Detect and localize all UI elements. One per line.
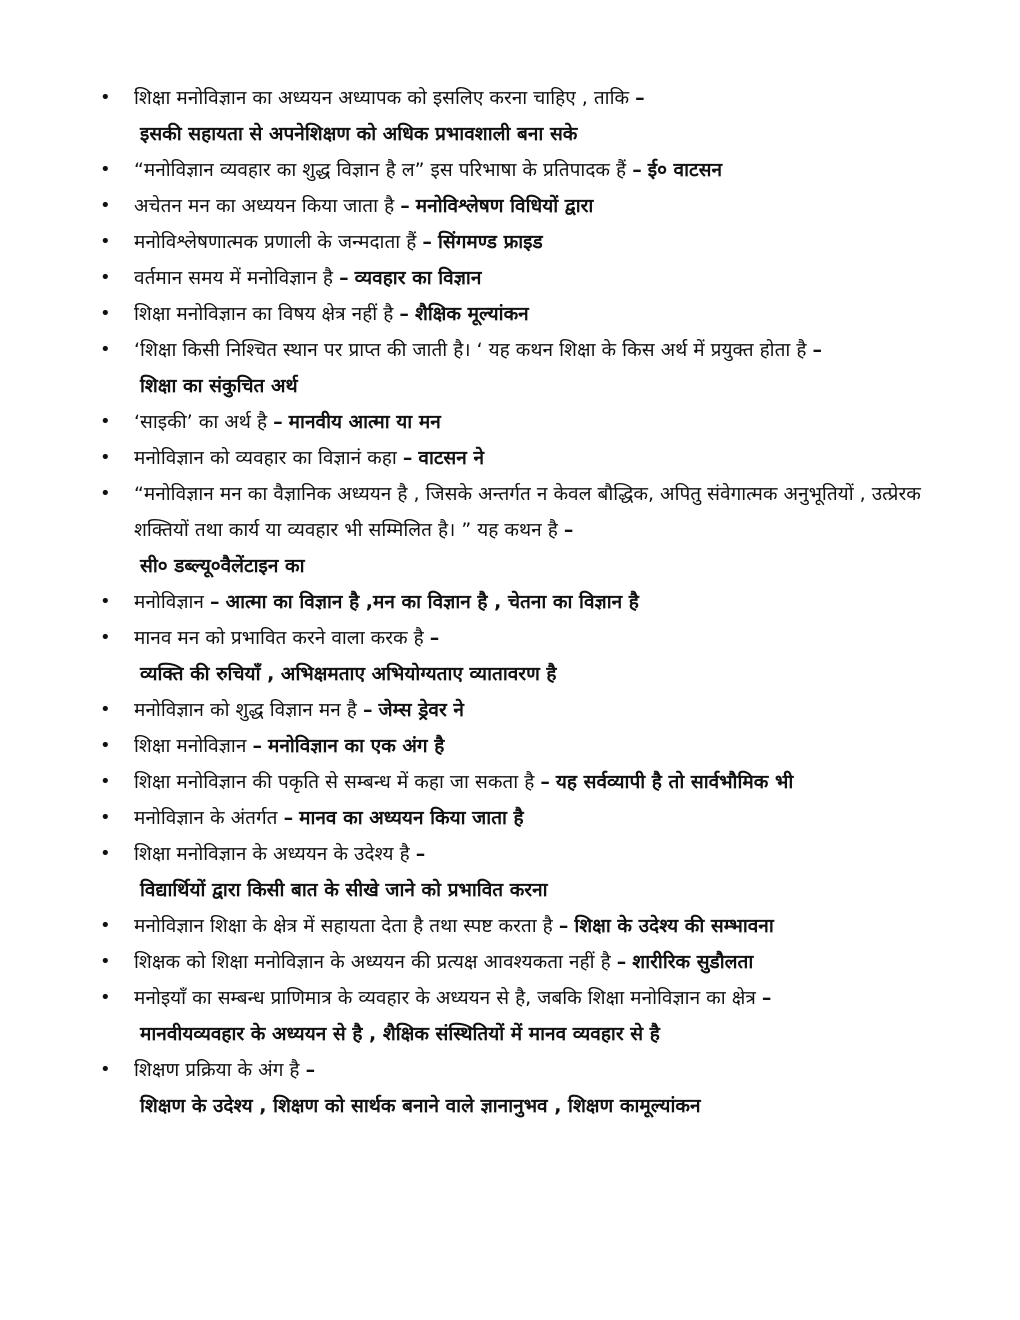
answer-dash: – <box>429 627 440 649</box>
answer-dash: – <box>415 843 426 865</box>
question-text: मनोइयाँ का सम्बन्ध प्राणिमात्र के व्यवहार के अध्ययन से है, जबकि शिक्षा मनोविज्ञान का क्षेत्र <box>134 987 756 1009</box>
answer-dash: – <box>305 1059 316 1081</box>
list-item <box>0 620 1020 692</box>
question-text: शिक्षक को शिक्षा मनोविज्ञान के अध्ययन की प्रत्यक्ष आवश्यकता नहीं है <box>134 951 611 973</box>
bullet-icon: • <box>100 807 111 828</box>
answer-text: विद्यार्थियों द्वारा किसी बात के सीखे जाने को प्रभावित करना <box>140 879 548 901</box>
answer-text: इसकी सहायता से अपनेशिक्षण को अधिक प्रभावशाली बना सके <box>140 123 578 145</box>
bullet-icon: • <box>100 339 111 360</box>
list-item <box>0 404 1020 440</box>
answer-text: मनोविश्लेषण विधियों द्वारा <box>415 195 594 217</box>
answer-dash: – <box>616 951 627 973</box>
bullet-icon: • <box>100 195 111 216</box>
bullet-icon: • <box>100 483 111 504</box>
bullet-icon: • <box>100 231 111 252</box>
answer-text: जेम्स ड्रेवर ने <box>378 699 464 721</box>
bullet-icon: • <box>100 843 111 864</box>
answer-dash: – <box>540 771 550 793</box>
answer-dash: – <box>761 987 772 1009</box>
bullet-icon: • <box>100 303 111 324</box>
answer-text: सिंगमण्ड फ्राइड <box>437 231 543 253</box>
answer-text: व्यक्ति की रुचियाँ , अभिक्षमताए अभियोग्यताए व्यातावरण है <box>140 663 557 685</box>
list-item <box>0 692 1020 728</box>
answer-text: आत्मा का विज्ञान है ,मन का विज्ञान है , चेतना का विज्ञान है <box>225 591 639 613</box>
answer-dash: – <box>399 303 409 325</box>
list-item <box>0 332 1020 404</box>
bullet-icon: • <box>100 735 111 756</box>
question-text: शिक्षा मनोविज्ञान की पकृति से सम्बन्ध में कहा जा सकता है <box>134 771 535 793</box>
list-item <box>0 584 1020 620</box>
bullet-icon: • <box>100 699 111 720</box>
bullet-icon: • <box>100 627 111 648</box>
answer-text: यह सर्वव्यापी है तो सार्वभौमिक भी <box>555 771 794 793</box>
answer-dash: – <box>422 231 432 253</box>
answer-dash: – <box>210 591 220 613</box>
bullet-icon: • <box>100 159 111 180</box>
question-answer-list <box>0 80 1020 1124</box>
question-text: शिक्षा मनोविज्ञान <box>134 735 247 757</box>
answer-text: सी० डब्ल्यू०वैलेंटाइन का <box>140 555 305 577</box>
answer-dash: – <box>252 735 262 757</box>
list-item <box>0 80 1020 152</box>
list-item <box>0 908 1020 944</box>
list-item <box>0 260 1020 296</box>
question-text: मनोविज्ञान के अंतर्गत <box>134 807 278 829</box>
question-text: मनोविज्ञान को व्यवहार का विज्ञानं कहा <box>134 447 397 469</box>
answer-text: वाटसन ने <box>418 447 484 469</box>
bullet-icon: • <box>100 1059 111 1080</box>
list-item <box>0 944 1020 980</box>
answer-dash: – <box>563 519 574 541</box>
question-text: ‘साइकी’ का अर्थ है <box>134 411 268 433</box>
list-item <box>0 728 1020 764</box>
document-page <box>0 80 1020 1124</box>
question-text: मनोविश्लेषणात्मक प्रणाली के जन्मदाता हैं <box>134 231 417 253</box>
list-item <box>0 440 1020 476</box>
question-text: शिक्षा मनोविज्ञान का अध्ययन अध्यापक को इसलिए करना चाहिए , ताकि <box>134 87 630 109</box>
list-item <box>0 764 1020 800</box>
question-text: मनोविज्ञान को शुद्ध विज्ञान मन है <box>134 699 357 721</box>
question-text: अचेतन मन का अध्ययन किया जाता है <box>134 195 395 217</box>
bullet-icon: • <box>100 771 111 792</box>
question-text: “मनोविज्ञान व्यवहार का शुद्ध विज्ञान है ल” इस परिभाषा के प्रतिपादक हैं <box>134 159 627 181</box>
question-text: मानव मन को प्रभावित करने वाला करक है <box>134 627 424 649</box>
answer-dash: – <box>400 195 410 217</box>
answer-text: मानवीय आत्मा या मन <box>288 411 441 433</box>
answer-dash: – <box>402 447 413 469</box>
answer-text: शारीरिक सुडौलता <box>632 951 754 973</box>
question-text: शिक्षा मनोविज्ञान का विषय क्षेत्र नहीं है <box>134 303 394 325</box>
question-text: मनोविज्ञान शिक्षा के क्षेत्र में सहायता देता है तथा स्पष्ट करता है <box>134 915 553 937</box>
list-item <box>0 800 1020 836</box>
bullet-icon: • <box>100 915 111 936</box>
answer-dash: – <box>632 159 642 181</box>
answer-dash: – <box>339 267 349 289</box>
bullet-icon: • <box>100 987 111 1008</box>
bullet-icon: • <box>100 591 111 612</box>
answer-dash: – <box>812 339 823 361</box>
answer-dash: – <box>362 699 373 721</box>
question-text: “मनोविज्ञान मन का वैज्ञानिक अध्ययन है , जिसके अन्तर्गत न केवल बौद्धिक, अपितु संवेगात्मक अनुभूतियों , उत्प्रेरक शक्तियों तथा कार्य या व्यवहार भी सम्मिलित है। ” यह कथन है <box>134 483 921 541</box>
answer-dash: – <box>558 915 569 937</box>
bullet-icon: • <box>100 267 111 288</box>
answer-text: व्यवहार का विज्ञान <box>354 267 482 289</box>
list-item <box>0 476 1020 584</box>
answer-text: मनोविज्ञान का एक अंग है <box>267 735 445 757</box>
list-item <box>0 296 1020 332</box>
question-text: वर्तमान समय में मनोविज्ञान है <box>134 267 334 289</box>
answer-text: शिक्षा का संकुचित अर्थ <box>140 375 298 397</box>
list-item <box>0 224 1020 260</box>
list-item <box>0 152 1020 188</box>
bullet-icon: • <box>100 411 111 432</box>
question-text: मनोविज्ञान <box>134 591 204 613</box>
answer-text: शैक्षिक मूल्यांकन <box>414 303 529 325</box>
answer-text: शिक्षा के उदेश्य की सम्भावना <box>574 915 774 937</box>
answer-text: मानवीयव्यवहार के अध्ययन से है , शैक्षिक संस्थितियों में मानव व्यवहार से है <box>140 1023 660 1045</box>
bullet-icon: • <box>100 447 111 468</box>
question-text: शिक्षण प्रक्रिया के अंग है <box>134 1059 300 1081</box>
answer-dash: – <box>283 807 294 829</box>
list-item <box>0 188 1020 224</box>
list-item <box>0 836 1020 908</box>
list-item <box>0 1052 1020 1124</box>
list-item <box>0 980 1020 1052</box>
answer-text: ई० वाटसन <box>647 159 723 181</box>
answer-text: मानव का अध्ययन किया जाता है <box>299 807 524 829</box>
question-text: शिक्षा मनोविज्ञान के अध्ययन के उदेश्य है <box>134 843 410 865</box>
bullet-icon: • <box>100 87 111 108</box>
question-text: ‘शिक्षा किसी निश्चित स्थान पर प्राप्त की जाती है। ‘ यह कथन शिक्षा के किस अर्थ में प्रयुक्त होता है <box>134 339 807 361</box>
answer-text: शिक्षण के उदेश्य , शिक्षण को सार्थक बनाने वाले ज्ञानानुभव , शिक्षण कामूल्यांकन <box>140 1095 701 1117</box>
bullet-icon: • <box>100 951 111 972</box>
answer-dash: – <box>273 411 283 433</box>
answer-dash: – <box>635 87 645 109</box>
